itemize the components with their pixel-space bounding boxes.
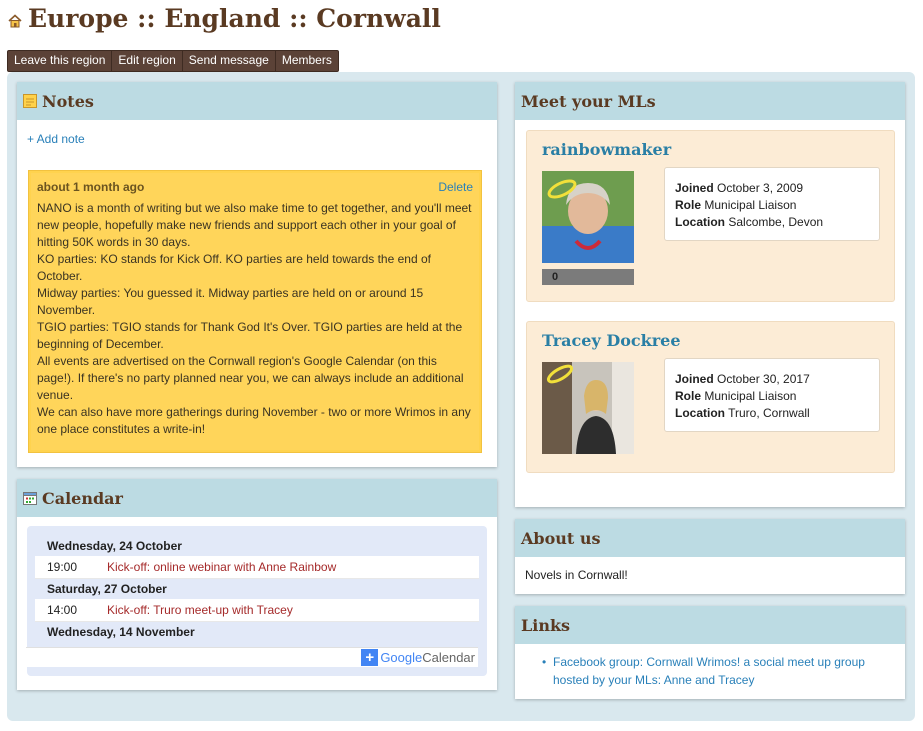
ml-info bbox=[664, 167, 880, 241]
calendar-header bbox=[17, 479, 497, 517]
ml-location: Truro, Cornwall bbox=[728, 406, 810, 420]
mls-panel bbox=[515, 82, 905, 507]
ml-card bbox=[526, 321, 895, 473]
about-heading: About us bbox=[521, 528, 601, 548]
notes-panel bbox=[17, 82, 497, 467]
note-paragraph: TGIO parties: TGIO stands for Thank God It's Over. TGIO parties are held at the beginning of December. bbox=[37, 320, 463, 351]
notes-header bbox=[17, 82, 497, 120]
members-button[interactable]: Members bbox=[281, 53, 332, 67]
links-header bbox=[515, 606, 905, 644]
google-calendar-text: Calendar bbox=[422, 650, 475, 665]
role-label: Role bbox=[675, 389, 702, 403]
calendar-panel bbox=[17, 479, 497, 690]
about-header bbox=[515, 519, 905, 557]
ml-role: Municipal Liaison bbox=[704, 389, 797, 403]
ml-role: Municipal Liaison bbox=[704, 198, 797, 212]
calendar-agenda bbox=[27, 526, 487, 676]
ml-location: Salcombe, Devon bbox=[728, 215, 824, 229]
region-actions bbox=[7, 50, 339, 72]
google-calendar-button[interactable] bbox=[26, 647, 478, 667]
edit-region-button[interactable]: Edit region bbox=[112, 51, 182, 71]
ml-joined: October 30, 2017 bbox=[717, 372, 810, 386]
note-paragraph: We can also have more gatherings during November - two or more Wrimos in any one place constitutes a write-in! bbox=[37, 405, 471, 436]
ml-avatar[interactable] bbox=[542, 362, 634, 454]
leave-region-button[interactable]: Leave this region bbox=[8, 51, 112, 71]
home-icon bbox=[8, 14, 22, 28]
event-title[interactable]: Kick-off: online webinar with Anne Rainbow bbox=[107, 560, 337, 574]
event-time: 14:00 bbox=[47, 603, 78, 617]
links-heading: Links bbox=[521, 615, 571, 635]
note-delete-link[interactable]: Delete bbox=[438, 180, 473, 194]
about-text: Novels in Cornwall! bbox=[525, 568, 628, 582]
page-title bbox=[8, 4, 441, 33]
note-age: about 1 month ago bbox=[37, 180, 145, 194]
notes-heading: Notes bbox=[42, 91, 94, 111]
calendar-day: Wednesday, 14 November bbox=[47, 625, 195, 639]
joined-label: Joined bbox=[675, 372, 714, 386]
links-panel bbox=[515, 606, 905, 699]
joined-label: Joined bbox=[675, 181, 714, 195]
role-label: Role bbox=[675, 198, 702, 212]
ml-info bbox=[664, 358, 880, 432]
calendar-heading: Calendar bbox=[42, 488, 123, 508]
note-paragraph: All events are advertised on the Cornwall region's Google Calendar (on this page!). If there's no party planned near you, we can always include an additional venue. bbox=[37, 354, 464, 402]
calendar-day: Saturday, 27 October bbox=[47, 582, 167, 596]
send-message-button[interactable]: Send message bbox=[183, 51, 276, 71]
note-paragraph: NANO is a month of writing but we also make time to get together, and you'll meet new people, hopefully make new friends and support each other in your goal of hitting 50K words in 30 days. bbox=[37, 201, 472, 249]
mls-heading: Meet your MLs bbox=[521, 91, 656, 111]
plus-icon: + bbox=[361, 649, 378, 666]
links-list bbox=[542, 653, 893, 689]
event-time: 19:00 bbox=[47, 560, 78, 574]
region-content bbox=[7, 72, 915, 721]
calendar-event[interactable] bbox=[35, 599, 479, 622]
calendar-event[interactable] bbox=[35, 556, 479, 579]
note-paragraph: Midway parties: You guessed it. Midway parties are held on or around 15 November. bbox=[37, 286, 424, 317]
note-card bbox=[28, 170, 482, 453]
location-label: Location bbox=[675, 406, 725, 420]
location-label: Location bbox=[675, 215, 725, 229]
note-paragraph: KO parties: KO stands for Kick Off. KO parties are held towards the end of October. bbox=[37, 252, 431, 283]
mls-header bbox=[515, 82, 905, 120]
google-logo-text: Google bbox=[380, 650, 423, 665]
calendar-day: Wednesday, 24 October bbox=[47, 539, 182, 553]
ml-name-link[interactable]: Tracey Dockree bbox=[542, 331, 681, 350]
note-icon bbox=[23, 94, 37, 108]
add-note-link[interactable]: + Add note bbox=[27, 132, 85, 146]
facebook-group-link[interactable]: Facebook group: Cornwall Wrimos! a social meet up group hosted by your MLs: Anne and Tracey bbox=[553, 655, 865, 687]
ml-card bbox=[526, 130, 895, 302]
ml-name-link[interactable]: rainbowmaker bbox=[542, 140, 672, 159]
ml-progress-bar: 0 bbox=[542, 269, 634, 285]
calendar-icon bbox=[23, 491, 37, 505]
event-title[interactable]: Kick-off: Truro meet-up with Tracey bbox=[107, 603, 293, 617]
bullet-icon: • bbox=[542, 655, 547, 669]
ml-avatar[interactable] bbox=[542, 171, 634, 263]
page-title-text: Europe :: England :: Cornwall bbox=[28, 4, 441, 33]
note-body bbox=[31, 198, 479, 440]
about-panel bbox=[515, 519, 905, 594]
ml-joined: October 3, 2009 bbox=[717, 181, 804, 195]
